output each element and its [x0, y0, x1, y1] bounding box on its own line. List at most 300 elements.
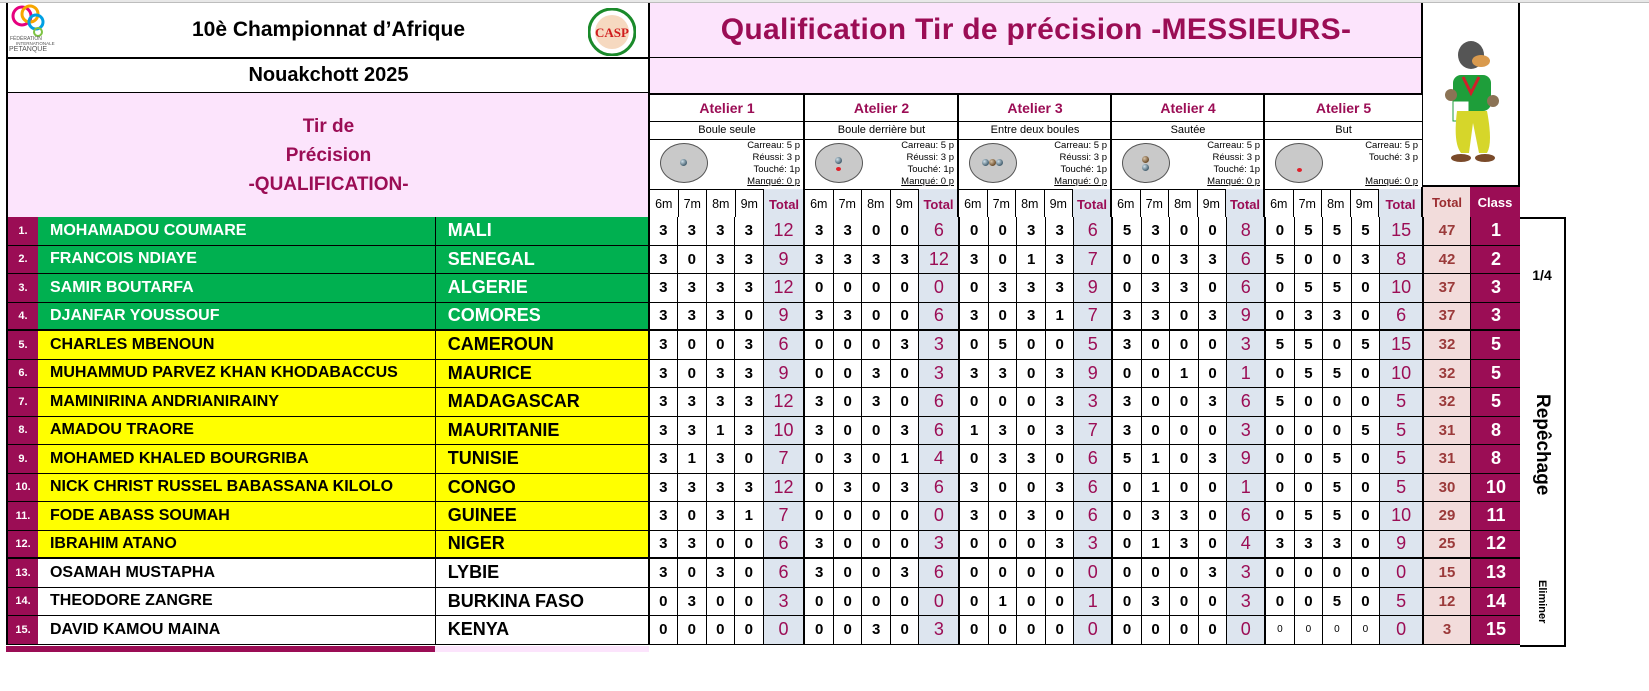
- score-cell[interactable]: 0: [1017, 474, 1046, 502]
- score-cell[interactable]: 0: [834, 502, 863, 530]
- score-cell[interactable]: 0: [1046, 588, 1075, 616]
- score-cell[interactable]: 3: [960, 246, 989, 274]
- score-cell[interactable]: 3: [650, 474, 679, 502]
- score-cell[interactable]: 3: [960, 502, 989, 530]
- score-cell[interactable]: 0: [1142, 616, 1171, 644]
- score-cell[interactable]: 3: [707, 445, 736, 473]
- score-cell[interactable]: 3: [960, 360, 989, 388]
- score-cell[interactable]: 3: [1199, 303, 1228, 330]
- score-cell[interactable]: 3: [1266, 531, 1295, 558]
- score-cell[interactable]: 0: [1113, 474, 1142, 502]
- score-cell[interactable]: 3: [1170, 246, 1199, 274]
- score-cell[interactable]: 0: [891, 588, 920, 616]
- score-cell[interactable]: 3: [678, 388, 707, 416]
- score-cell[interactable]: 0: [862, 445, 891, 473]
- score-cell[interactable]: 5: [1295, 217, 1324, 245]
- score-cell[interactable]: 3: [1113, 388, 1142, 416]
- score-cell[interactable]: 3: [1017, 274, 1046, 302]
- score-cell[interactable]: 0: [805, 502, 834, 530]
- score-cell[interactable]: 0: [650, 588, 679, 616]
- score-cell[interactable]: 3: [1352, 246, 1381, 274]
- score-cell[interactable]: 0: [1323, 559, 1352, 587]
- score-cell[interactable]: 0: [1323, 616, 1352, 644]
- score-cell[interactable]: 0: [678, 559, 707, 587]
- score-cell[interactable]: 0: [1295, 559, 1324, 587]
- score-cell[interactable]: 0: [834, 417, 863, 445]
- score-cell[interactable]: 0: [1199, 531, 1228, 558]
- score-cell[interactable]: 3: [678, 474, 707, 502]
- score-cell[interactable]: 0: [1199, 417, 1228, 445]
- score-cell[interactable]: 0: [862, 588, 891, 616]
- score-cell[interactable]: 3: [735, 217, 764, 245]
- score-cell[interactable]: 0: [989, 246, 1018, 274]
- score-cell[interactable]: 3: [1046, 474, 1075, 502]
- score-cell[interactable]: 3: [891, 331, 920, 359]
- score-cell[interactable]: 0: [1170, 388, 1199, 416]
- score-cell[interactable]: 1: [1017, 246, 1046, 274]
- score-cell[interactable]: 0: [1113, 246, 1142, 274]
- score-cell[interactable]: 3: [1046, 274, 1075, 302]
- score-cell[interactable]: 0: [1199, 217, 1228, 245]
- score-cell[interactable]: 3: [1017, 217, 1046, 245]
- score-cell[interactable]: 0: [891, 274, 920, 302]
- score-cell[interactable]: 3: [678, 217, 707, 245]
- score-cell[interactable]: 0: [735, 445, 764, 473]
- score-cell[interactable]: 0: [960, 445, 989, 473]
- score-cell[interactable]: 0: [1266, 445, 1295, 473]
- score-cell[interactable]: 0: [1142, 246, 1171, 274]
- score-cell[interactable]: 0: [1266, 502, 1295, 530]
- score-cell[interactable]: 3: [1199, 388, 1228, 416]
- score-cell[interactable]: 3: [834, 474, 863, 502]
- score-cell[interactable]: 0: [1017, 360, 1046, 388]
- score-cell[interactable]: 0: [1266, 217, 1295, 245]
- score-cell[interactable]: 3: [891, 559, 920, 587]
- score-cell[interactable]: 3: [1046, 217, 1075, 245]
- score-cell[interactable]: 0: [805, 588, 834, 616]
- score-cell[interactable]: 0: [707, 331, 736, 359]
- score-cell[interactable]: 3: [1170, 274, 1199, 302]
- score-cell[interactable]: 0: [1046, 559, 1075, 587]
- score-cell[interactable]: 0: [989, 303, 1018, 330]
- score-cell[interactable]: 0: [1352, 588, 1381, 616]
- score-cell[interactable]: 0: [1266, 303, 1295, 330]
- score-cell[interactable]: 3: [1046, 531, 1075, 558]
- score-cell[interactable]: 5: [1323, 217, 1352, 245]
- score-cell[interactable]: 3: [1199, 246, 1228, 274]
- score-cell[interactable]: 3: [805, 388, 834, 416]
- score-cell[interactable]: 3: [707, 474, 736, 502]
- score-cell[interactable]: 1: [707, 417, 736, 445]
- score-cell[interactable]: 0: [1295, 474, 1324, 502]
- score-cell[interactable]: 0: [707, 531, 736, 558]
- score-cell[interactable]: 0: [1170, 616, 1199, 644]
- score-cell[interactable]: 0: [834, 388, 863, 416]
- score-cell[interactable]: 1: [735, 502, 764, 530]
- score-cell[interactable]: 0: [678, 246, 707, 274]
- score-cell[interactable]: 0: [1017, 559, 1046, 587]
- score-cell[interactable]: 0: [805, 360, 834, 388]
- score-cell[interactable]: 3: [735, 331, 764, 359]
- score-cell[interactable]: 0: [989, 388, 1018, 416]
- score-cell[interactable]: 0: [678, 331, 707, 359]
- score-cell[interactable]: 0: [805, 616, 834, 644]
- score-cell[interactable]: 0: [735, 588, 764, 616]
- score-cell[interactable]: 0: [1170, 559, 1199, 587]
- score-cell[interactable]: 0: [678, 616, 707, 644]
- score-cell[interactable]: 0: [1352, 360, 1381, 388]
- score-cell[interactable]: 3: [707, 559, 736, 587]
- score-cell[interactable]: 0: [960, 331, 989, 359]
- score-cell[interactable]: 3: [805, 303, 834, 330]
- score-cell[interactable]: 3: [862, 616, 891, 644]
- score-cell[interactable]: 0: [1352, 388, 1381, 416]
- score-cell[interactable]: 3: [735, 360, 764, 388]
- score-cell[interactable]: 3: [650, 303, 679, 330]
- score-cell[interactable]: 3: [1142, 274, 1171, 302]
- score-cell[interactable]: 0: [805, 331, 834, 359]
- score-cell[interactable]: 0: [891, 360, 920, 388]
- score-cell[interactable]: 0: [1170, 445, 1199, 473]
- score-cell[interactable]: 3: [650, 445, 679, 473]
- score-cell[interactable]: 3: [989, 445, 1018, 473]
- score-cell[interactable]: 0: [1017, 616, 1046, 644]
- score-cell[interactable]: 0: [1017, 531, 1046, 558]
- score-cell[interactable]: 0: [891, 388, 920, 416]
- score-cell[interactable]: 3: [989, 274, 1018, 302]
- score-cell[interactable]: 1: [960, 417, 989, 445]
- score-cell[interactable]: 0: [1142, 360, 1171, 388]
- score-cell[interactable]: 3: [805, 217, 834, 245]
- score-cell[interactable]: 3: [989, 360, 1018, 388]
- score-cell[interactable]: 3: [1046, 388, 1075, 416]
- score-cell[interactable]: 0: [891, 531, 920, 558]
- score-cell[interactable]: 3: [891, 246, 920, 274]
- score-cell[interactable]: 3: [1113, 417, 1142, 445]
- score-cell[interactable]: 0: [1266, 360, 1295, 388]
- score-cell[interactable]: 0: [1170, 331, 1199, 359]
- score-cell[interactable]: 3: [1199, 559, 1228, 587]
- score-cell[interactable]: 1: [1142, 474, 1171, 502]
- score-cell[interactable]: 5: [1352, 417, 1381, 445]
- score-cell[interactable]: 3: [891, 474, 920, 502]
- score-cell[interactable]: 0: [1170, 303, 1199, 330]
- score-cell[interactable]: 0: [1170, 474, 1199, 502]
- score-cell[interactable]: 3: [834, 217, 863, 245]
- score-cell[interactable]: 0: [1017, 417, 1046, 445]
- score-cell[interactable]: 3: [1046, 417, 1075, 445]
- score-cell[interactable]: 0: [1170, 588, 1199, 616]
- score-cell[interactable]: 5: [1323, 588, 1352, 616]
- score-cell[interactable]: 0: [1199, 274, 1228, 302]
- score-cell[interactable]: 3: [1046, 360, 1075, 388]
- score-cell[interactable]: 3: [735, 417, 764, 445]
- score-cell[interactable]: 0: [1323, 388, 1352, 416]
- score-cell[interactable]: 0: [989, 616, 1018, 644]
- score-cell[interactable]: 0: [805, 274, 834, 302]
- score-cell[interactable]: 0: [960, 616, 989, 644]
- score-cell[interactable]: 5: [989, 331, 1018, 359]
- score-cell[interactable]: 0: [1113, 616, 1142, 644]
- score-cell[interactable]: 0: [834, 559, 863, 587]
- score-cell[interactable]: 0: [735, 559, 764, 587]
- score-cell[interactable]: 0: [1017, 588, 1046, 616]
- score-cell[interactable]: 0: [862, 274, 891, 302]
- score-cell[interactable]: 0: [735, 616, 764, 644]
- score-cell[interactable]: 3: [891, 417, 920, 445]
- score-cell[interactable]: 0: [1352, 559, 1381, 587]
- score-cell[interactable]: 0: [1046, 331, 1075, 359]
- score-cell[interactable]: 3: [1142, 217, 1171, 245]
- score-cell[interactable]: 0: [862, 559, 891, 587]
- score-cell[interactable]: 1: [989, 588, 1018, 616]
- score-cell[interactable]: 0: [1352, 303, 1381, 330]
- score-cell[interactable]: 0: [1142, 417, 1171, 445]
- score-cell[interactable]: 0: [1199, 616, 1228, 644]
- score-cell[interactable]: 3: [834, 445, 863, 473]
- score-cell[interactable]: 3: [1199, 445, 1228, 473]
- score-cell[interactable]: 5: [1323, 274, 1352, 302]
- score-cell[interactable]: 0: [834, 331, 863, 359]
- score-cell[interactable]: 0: [1017, 331, 1046, 359]
- score-cell[interactable]: 0: [1352, 531, 1381, 558]
- score-cell[interactable]: 0: [1113, 531, 1142, 558]
- score-cell[interactable]: 5: [1113, 217, 1142, 245]
- score-cell[interactable]: 0: [1199, 502, 1228, 530]
- score-cell[interactable]: 3: [960, 303, 989, 330]
- score-cell[interactable]: 0: [1142, 388, 1171, 416]
- score-cell[interactable]: 3: [862, 388, 891, 416]
- score-cell[interactable]: 0: [891, 502, 920, 530]
- score-cell[interactable]: 0: [1352, 474, 1381, 502]
- score-cell[interactable]: 0: [1266, 274, 1295, 302]
- score-cell[interactable]: 0: [678, 360, 707, 388]
- score-cell[interactable]: 0: [862, 417, 891, 445]
- score-cell[interactable]: 0: [834, 531, 863, 558]
- score-cell[interactable]: 3: [735, 474, 764, 502]
- score-cell[interactable]: 0: [1352, 616, 1381, 644]
- score-cell[interactable]: 0: [891, 303, 920, 330]
- score-cell[interactable]: 3: [1170, 502, 1199, 530]
- score-cell[interactable]: 0: [1113, 559, 1142, 587]
- score-cell[interactable]: 3: [707, 274, 736, 302]
- score-cell[interactable]: 3: [1323, 303, 1352, 330]
- score-cell[interactable]: 0: [960, 388, 989, 416]
- score-cell[interactable]: 0: [650, 616, 679, 644]
- score-cell[interactable]: 0: [1046, 502, 1075, 530]
- score-cell[interactable]: 0: [1295, 246, 1324, 274]
- score-cell[interactable]: 0: [1323, 246, 1352, 274]
- score-cell[interactable]: 3: [650, 331, 679, 359]
- score-cell[interactable]: 3: [805, 417, 834, 445]
- score-cell[interactable]: 3: [650, 246, 679, 274]
- score-cell[interactable]: 5: [1295, 331, 1324, 359]
- score-cell[interactable]: 0: [1046, 445, 1075, 473]
- score-cell[interactable]: 0: [989, 559, 1018, 587]
- score-cell[interactable]: 3: [678, 588, 707, 616]
- score-cell[interactable]: 5: [1295, 360, 1324, 388]
- score-cell[interactable]: 5: [1295, 502, 1324, 530]
- score-cell[interactable]: 0: [891, 217, 920, 245]
- score-cell[interactable]: 0: [834, 588, 863, 616]
- score-cell[interactable]: 0: [1352, 274, 1381, 302]
- score-cell[interactable]: 0: [1142, 559, 1171, 587]
- score-cell[interactable]: 3: [960, 474, 989, 502]
- score-cell[interactable]: 3: [1113, 331, 1142, 359]
- score-cell[interactable]: 3: [650, 502, 679, 530]
- score-cell[interactable]: 0: [960, 531, 989, 558]
- score-cell[interactable]: 0: [960, 274, 989, 302]
- score-cell[interactable]: 0: [1199, 474, 1228, 502]
- score-cell[interactable]: 5: [1295, 274, 1324, 302]
- score-cell[interactable]: 0: [834, 360, 863, 388]
- score-cell[interactable]: 5: [1352, 217, 1381, 245]
- score-cell[interactable]: 0: [1113, 274, 1142, 302]
- score-cell[interactable]: 0: [1323, 417, 1352, 445]
- score-cell[interactable]: 3: [735, 388, 764, 416]
- score-cell[interactable]: 0: [862, 331, 891, 359]
- score-cell[interactable]: 1: [891, 445, 920, 473]
- score-cell[interactable]: 3: [650, 217, 679, 245]
- score-cell[interactable]: 0: [1266, 588, 1295, 616]
- score-cell[interactable]: 3: [707, 246, 736, 274]
- score-cell[interactable]: 3: [989, 417, 1018, 445]
- score-cell[interactable]: 0: [707, 588, 736, 616]
- score-cell[interactable]: 3: [650, 274, 679, 302]
- score-cell[interactable]: 3: [805, 559, 834, 587]
- score-cell[interactable]: 0: [989, 474, 1018, 502]
- score-cell[interactable]: 0: [960, 217, 989, 245]
- score-cell[interactable]: 0: [862, 474, 891, 502]
- score-cell[interactable]: 0: [1323, 331, 1352, 359]
- score-cell[interactable]: 3: [650, 559, 679, 587]
- score-cell[interactable]: 0: [1352, 445, 1381, 473]
- score-cell[interactable]: 3: [1142, 502, 1171, 530]
- score-cell[interactable]: 3: [707, 502, 736, 530]
- score-cell[interactable]: 0: [805, 445, 834, 473]
- score-cell[interactable]: 5: [1323, 502, 1352, 530]
- score-cell[interactable]: 0: [805, 474, 834, 502]
- score-cell[interactable]: 5: [1266, 331, 1295, 359]
- score-cell[interactable]: 0: [1113, 360, 1142, 388]
- score-cell[interactable]: 3: [834, 246, 863, 274]
- score-cell[interactable]: 0: [1113, 502, 1142, 530]
- score-cell[interactable]: 3: [1017, 303, 1046, 330]
- score-cell[interactable]: 5: [1266, 246, 1295, 274]
- score-cell[interactable]: 3: [678, 417, 707, 445]
- score-cell[interactable]: 0: [1199, 360, 1228, 388]
- score-cell[interactable]: 1: [1170, 360, 1199, 388]
- score-cell[interactable]: 0: [989, 531, 1018, 558]
- score-cell[interactable]: 1: [1046, 303, 1075, 330]
- score-cell[interactable]: 3: [1046, 246, 1075, 274]
- score-cell[interactable]: 3: [1113, 303, 1142, 330]
- score-cell[interactable]: 0: [1295, 388, 1324, 416]
- score-cell[interactable]: 0: [862, 531, 891, 558]
- score-cell[interactable]: 0: [834, 274, 863, 302]
- score-cell[interactable]: 3: [805, 246, 834, 274]
- score-cell[interactable]: 0: [1266, 616, 1295, 644]
- score-cell[interactable]: 0: [707, 616, 736, 644]
- score-cell[interactable]: 0: [960, 588, 989, 616]
- score-cell[interactable]: 1: [1142, 531, 1171, 558]
- score-cell[interactable]: 0: [735, 531, 764, 558]
- score-cell[interactable]: 3: [1017, 445, 1046, 473]
- score-cell[interactable]: 3: [1017, 502, 1046, 530]
- score-cell[interactable]: 0: [862, 303, 891, 330]
- score-cell[interactable]: 3: [707, 217, 736, 245]
- score-cell[interactable]: 3: [805, 531, 834, 558]
- score-cell[interactable]: 0: [989, 217, 1018, 245]
- score-cell[interactable]: 0: [1017, 388, 1046, 416]
- score-cell[interactable]: 3: [707, 388, 736, 416]
- score-cell[interactable]: 3: [650, 531, 679, 558]
- score-cell[interactable]: 3: [1142, 588, 1171, 616]
- score-cell[interactable]: 0: [678, 502, 707, 530]
- score-cell[interactable]: 0: [862, 502, 891, 530]
- score-cell[interactable]: 0: [1352, 502, 1381, 530]
- score-cell[interactable]: 3: [1142, 303, 1171, 330]
- score-cell[interactable]: 3: [862, 360, 891, 388]
- score-cell[interactable]: 0: [1046, 616, 1075, 644]
- score-cell[interactable]: 1: [1142, 445, 1171, 473]
- score-cell[interactable]: 5: [1352, 331, 1381, 359]
- score-cell[interactable]: 3: [1323, 531, 1352, 558]
- score-cell[interactable]: 3: [834, 303, 863, 330]
- score-cell[interactable]: 3: [650, 417, 679, 445]
- score-cell[interactable]: 3: [707, 360, 736, 388]
- score-cell[interactable]: 0: [1295, 616, 1324, 644]
- score-cell[interactable]: 0: [1295, 445, 1324, 473]
- score-cell[interactable]: 3: [735, 274, 764, 302]
- score-cell[interactable]: 3: [862, 246, 891, 274]
- score-cell[interactable]: 0: [834, 616, 863, 644]
- score-cell[interactable]: 3: [678, 274, 707, 302]
- score-cell[interactable]: 0: [1266, 559, 1295, 587]
- score-cell[interactable]: 1: [678, 445, 707, 473]
- score-cell[interactable]: 0: [891, 616, 920, 644]
- score-cell[interactable]: 5: [1323, 445, 1352, 473]
- score-cell[interactable]: 0: [960, 559, 989, 587]
- score-cell[interactable]: 0: [1295, 417, 1324, 445]
- score-cell[interactable]: 3: [1170, 531, 1199, 558]
- score-cell[interactable]: 0: [1266, 417, 1295, 445]
- score-cell[interactable]: 3: [707, 303, 736, 330]
- score-cell[interactable]: 0: [1295, 588, 1324, 616]
- score-cell[interactable]: 0: [735, 303, 764, 330]
- score-cell[interactable]: 3: [678, 303, 707, 330]
- score-cell[interactable]: 5: [1323, 360, 1352, 388]
- score-cell[interactable]: 0: [1170, 417, 1199, 445]
- score-cell[interactable]: 0: [1142, 331, 1171, 359]
- score-cell[interactable]: 5: [1323, 474, 1352, 502]
- score-cell[interactable]: 5: [1113, 445, 1142, 473]
- score-cell[interactable]: 0: [862, 217, 891, 245]
- score-cell[interactable]: 0: [1266, 474, 1295, 502]
- score-cell[interactable]: 0: [989, 502, 1018, 530]
- score-cell[interactable]: 0: [1199, 588, 1228, 616]
- score-cell[interactable]: 3: [650, 360, 679, 388]
- score-cell[interactable]: 5: [1266, 388, 1295, 416]
- score-cell[interactable]: 0: [1199, 331, 1228, 359]
- score-cell[interactable]: 0: [1170, 217, 1199, 245]
- score-cell[interactable]: 3: [678, 531, 707, 558]
- score-cell[interactable]: 3: [735, 246, 764, 274]
- score-cell[interactable]: 0: [1113, 588, 1142, 616]
- score-cell[interactable]: 3: [1295, 531, 1324, 558]
- score-cell[interactable]: 3: [650, 388, 679, 416]
- score-cell[interactable]: 3: [1295, 303, 1324, 330]
